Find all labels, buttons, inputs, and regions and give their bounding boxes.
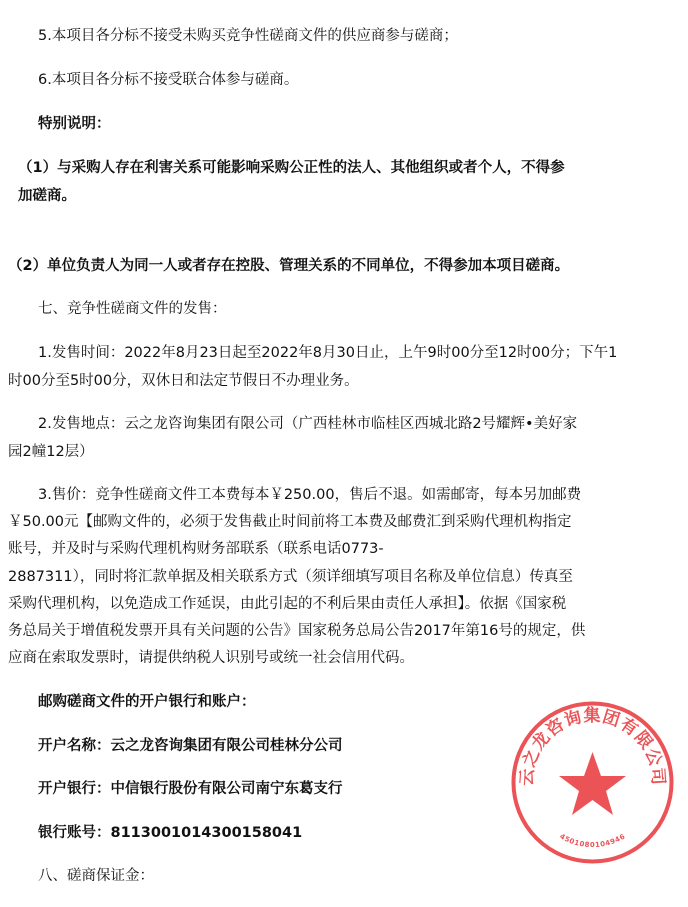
special-item-1-line-1: （1）与采购人存在利害关系可能影响采购公正性的法人、其他组织或者个人，不得参	[18, 160, 565, 176]
account-number: 银行账号：8113001014300158041	[38, 825, 303, 841]
svg-text:云之龙咨询集团有限公司: 云之龙咨询集团有限公司	[517, 706, 668, 787]
price-line-1: 3.售价：竞争性磋商文件工本费每本￥250.00，售后不退。如需邮寄，每本另加邮费	[38, 487, 582, 503]
svg-text:4501080104946: 4501080104946	[558, 832, 627, 850]
section-7-heading: 七、竞争性磋商文件的发售：	[38, 301, 227, 317]
account-name: 开户名称：云之龙咨询集团有限公司桂林分公司	[38, 738, 343, 754]
sale-time-line-1: 1.发售时间：2022年8月23日起至2022年8月30日止，上午9时00分至12时00分；下午1	[38, 345, 618, 361]
seal-star-icon	[559, 752, 626, 815]
item-6: 6.本项目各分标不接受联合体参与磋商。	[38, 72, 299, 88]
company-seal-stamp	[510, 700, 675, 865]
price-line-6: 务总局关于增值税发票开具有关问题的公告》国家税务总局公告2017年第16号的规定，供	[8, 623, 586, 639]
special-item-2: （2）单位负责人为同一人或者存在控股、管理关系的不同单位，不得参加本项目磋商。	[8, 258, 570, 274]
sale-place-line-1: 2.发售地点：云之龙咨询集团有限公司（广西桂林市临桂区西城北路2号耀辉•美好家	[38, 416, 578, 432]
sale-place-line-2: 园2幢12层）	[8, 444, 94, 460]
section-8-heading: 八、磋商保证金：	[38, 868, 154, 884]
bank-name: 开户银行：中信银行股份有限公司南宁东葛支行	[38, 781, 343, 797]
special-item-1-line-2: 加磋商。	[18, 188, 76, 204]
bank-heading: 邮购磋商文件的开户银行和账户：	[38, 694, 256, 710]
price-line-5: 采购代理机构，以免造成工作延误，由此引起的不利后果由责任人承担】。依据《国家税	[8, 596, 567, 612]
price-line-7: 应商在索取发票时，请提供纳税人识别号或统一社会信用代码。	[8, 650, 414, 666]
price-line-2: ￥50.00元【邮购文件的，必须于发售截止时间前将工本费及邮费汇到采购代理机构指定	[8, 514, 572, 530]
price-line-3: 账号，并及时与采购代理机构财务部联系（联系电话0773-	[8, 541, 384, 557]
price-line-4: 2887311），同时将汇款单据及相关联系方式（须详细填写项目名称及单位信息）传真至	[8, 569, 573, 585]
sale-time-line-2: 时00分至5时00分，双休日和法定节假日不办理业务。	[8, 373, 359, 389]
item-5: 5.本项目各分标不接受未购买竞争性磋商文件的供应商参与磋商；	[38, 28, 458, 44]
special-heading: 特别说明：	[38, 116, 111, 132]
